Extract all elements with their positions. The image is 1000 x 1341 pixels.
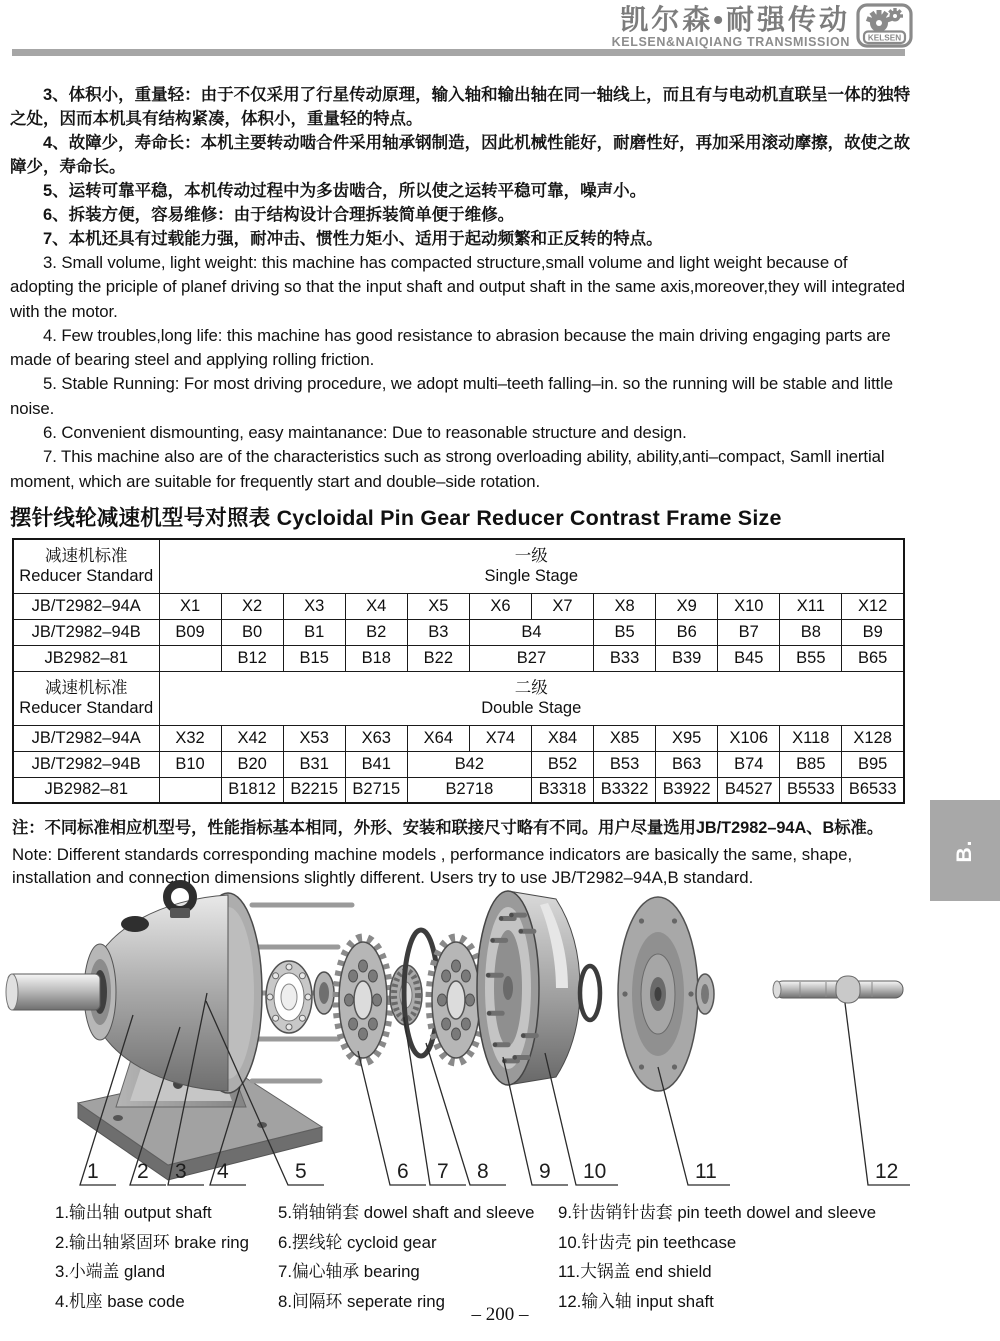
part-number-label: 12 [875,1160,899,1183]
table-row [13,593,904,619]
part-number-label: 10 [583,1160,607,1183]
part-item: 3.小端盖 gland [55,1262,166,1281]
model-cell: B3318 [531,777,593,803]
model-cell: B52 [531,751,593,777]
table-row [13,777,904,803]
table-row [13,645,904,671]
brand-name-en: KELSEN&NAIQIANG TRANSMISSION [611,35,850,49]
leader-line [845,1003,910,1185]
brand-name-cn: 凯尔森•耐强传动 [620,4,850,35]
part-item: 5.销轴销套 dowel shaft and sleeve [278,1203,535,1222]
table-section-header-row [13,671,904,725]
page-number: – 200 – [471,1304,529,1325]
washer-illustration [314,972,334,1014]
model-cell: B3 [407,619,469,645]
cycloid-gear-2-illustration [430,938,482,1062]
model-cell: X12 [842,593,904,619]
feature-paragraph-cn: 3、体积小，重量轻：由于不仅采用了行星传动原理，输入轴和输出轴在同一轴线上，而且有与电动机直联呈一体的独特之处，因而本机具有结构紧凑，体积小，重量轻的特点。 [10,86,911,128]
feature-paragraph-cn: 6、拆装方便，容易维修：由于结构设计合理拆装简单便于维修。 [43,206,515,224]
features-english [10,251,912,494]
model-cell: B2 [345,619,407,645]
model-cell: B39 [656,645,718,671]
feature-paragraph-en: 7. This machine also are of the characteristics such as strong overloading ability, ability,anti–compact, Samll inertial moment, which are suitable for frequently start and double–side rotation. [10,447,885,491]
model-cell: B65 [842,645,904,671]
model-cell: X11 [780,593,842,619]
table-section-header-row [13,539,904,593]
ball-bearing-illustration [266,961,312,1033]
model-cell: B7 [718,619,780,645]
model-cell: B33 [594,645,656,671]
kelsen-logo [856,3,913,48]
part-item: 7.偏心轴承 bearing [278,1262,420,1281]
feature-paragraph-en: 5. Stable Running: For most driving procedure, we adopt multi–teeth falling–in. so the running will be stable and little noise. [10,374,893,418]
logo-text: KELSEN [867,33,902,43]
model-cell: X53 [283,725,345,751]
model-cell: B9 [842,619,904,645]
section-tab-label: B. [953,839,976,862]
part-item: 8.间隔环 seperate ring [278,1291,445,1311]
stage-header-cell: 二级 Double Stage [159,671,904,725]
model-cell: X42 [221,725,283,751]
note-english: Note: Different standards corresponding machine models , performance indicators are basically the same, shape, installation and connection dimensions slightly different. Users try to use JB/T2982–94A,B standard. [12,845,853,887]
model-cell: B95 [842,751,904,777]
model-cell: B4527 [718,777,780,803]
part-item: 10.针齿壳 pin teethcase [558,1232,737,1252]
part-item: 1.输出轴 output shaft [55,1203,212,1222]
part-number-label: 11 [695,1160,717,1183]
note-chinese: 注：不同标准相应机型号，性能指标基本相同，外形、安装和联接尺寸略有不同。用户尽量选用JB/T2982–94A、B标准。 [12,819,884,837]
model-cell: B41 [345,751,407,777]
model-cell [159,777,221,803]
model-contrast-table [12,538,905,804]
model-cell: X10 [718,593,780,619]
part-item: 11.大锅盖 end shield [558,1262,712,1281]
model-cell: B22 [407,645,469,671]
model-cell: B1812 [221,777,283,803]
model-cell: B2215 [283,777,345,803]
table-row [13,619,904,645]
body-text [10,83,912,532]
part-item: 6.摆线轮 cycloid gear [278,1232,437,1252]
model-cell: B6533 [842,777,904,803]
model-cell: B55 [780,645,842,671]
part-number-label: 3 [175,1160,187,1183]
header-divider [12,49,905,56]
model-cell: B3922 [656,777,718,803]
small-o-ring-illustration [580,966,600,1020]
model-cell: X2 [221,593,283,619]
model-cell: X95 [656,725,718,751]
part-number-label: 5 [295,1160,307,1183]
features-chinese [10,83,912,251]
model-cell: B18 [345,645,407,671]
model-cell: B15 [283,645,345,671]
model-cell: X63 [345,725,407,751]
parts-column-2 [278,1198,553,1316]
parts-column-1 [55,1198,275,1316]
model-cell: B5533 [780,777,842,803]
model-cell: X128 [842,725,904,751]
model-cell: X9 [656,593,718,619]
model-cell: B42 [407,751,531,777]
end-shield-illustration [618,897,714,1091]
model-cell: B10 [159,751,221,777]
row-header-cell: 减速机标准 Reducer Standard [13,539,159,593]
model-cell: B1 [283,619,345,645]
input-shaft-illustration [773,976,903,1003]
model-cell: X118 [780,725,842,751]
feature-paragraph-cn: 5、运转可靠平稳，本机传动过程中为多齿啮合，所以使之运转平稳可靠，噪声小。 [43,182,647,200]
standard-label-cell: JB2982–81 [13,645,159,671]
feature-paragraph-en: 3. Small volume, light weight: this machine has compacted structure,small volume and light weight because of adopting the priciple of planef driving so that the input shaft and output shaft in the same axis,moreover,they will integrated with the motor. [10,253,905,321]
pin-teethcase-illustration [477,891,580,1085]
model-cell: B09 [159,619,221,645]
stage-header-cell: 一级 Single Stage [159,539,904,593]
exploded-view-diagram [0,875,1000,1205]
part-item: 4.机座 base code [55,1291,185,1311]
model-cell: B8 [780,619,842,645]
part-number-label: 9 [539,1160,551,1183]
model-cell: B5 [594,619,656,645]
part-number-label: 1 [87,1160,99,1183]
model-cell: X74 [469,725,531,751]
model-cell: X64 [407,725,469,751]
feature-paragraph-cn: 4、故障少，寿命长：本机主要转动啮合件采用轴承钢制造，因此机械性能好，耐磨性好，再加采用滚动摩擦，故使之故障少，寿命长。 [10,134,911,176]
model-cell: B0 [221,619,283,645]
parts-column-3 [558,1198,958,1316]
standard-label-cell: JB/T2982–94A [13,593,159,619]
model-cell: B2715 [345,777,407,803]
model-cell: X32 [159,725,221,751]
feature-paragraph-en: 4. Few troubles,long life: this machine has good resistance to abrasion because the main driving engaging parts are made of bearing steel and applying rolling friction. [10,325,891,370]
model-cell [159,645,221,671]
part-item: 2.输出轴紧固环 brake ring [55,1232,249,1252]
table-title: 摆针线轮减速机型号对照表 Cycloidal Pin Gear Reducer Contrast Frame Size [10,505,782,530]
standard-label-cell: JB/T2982–94A [13,725,159,751]
feature-paragraph-cn: 7、本机还具有过载能力强，耐冲击、惯性力矩小、适用于起动频繁和正反转的特点。 [43,230,663,248]
model-cell: X84 [531,725,593,751]
model-cell: X5 [407,593,469,619]
model-cell: B12 [221,645,283,671]
part-number-label: 6 [397,1160,409,1183]
part-item: 12.输入轴 input shaft [558,1291,714,1311]
feature-paragraph-en: 6. Convenient dismounting, easy maintanance: Due to reasonable structure and design. [43,423,687,443]
model-cell: X6 [469,593,531,619]
model-cell: B6 [656,619,718,645]
table-row [13,725,904,751]
cycloid-gear-1-illustration [337,938,389,1062]
leader-line [358,1051,426,1185]
model-cell: B27 [469,645,593,671]
standard-label-cell: JB2982–81 [13,777,159,803]
model-cell: X4 [345,593,407,619]
standard-label-cell: JB/T2982–94B [13,751,159,777]
model-cell: B3322 [594,777,656,803]
model-cell: B31 [283,751,345,777]
gear-logo-icon [856,3,913,48]
part-number-label: 7 [437,1160,449,1183]
model-cell: X1 [159,593,221,619]
model-cell: X3 [283,593,345,619]
model-cell: B85 [780,751,842,777]
model-cell: X8 [594,593,656,619]
model-cell: B53 [594,751,656,777]
model-cell: X85 [594,725,656,751]
standard-label-cell: JB/T2982–94B [13,619,159,645]
model-cell: B4 [469,619,593,645]
brand-block [380,4,850,49]
model-cell: X7 [531,593,593,619]
table-row [13,751,904,777]
model-cell: X106 [718,725,780,751]
part-number-label: 4 [217,1160,229,1183]
model-cell: B74 [718,751,780,777]
part-number-label: 8 [477,1160,489,1183]
model-cell: B63 [656,751,718,777]
row-header-cell: 减速机标准 Reducer Standard [13,671,159,725]
part-item: 9.针齿销针齿套 pin teeth dowel and sleeve [558,1203,877,1222]
model-cell: B20 [221,751,283,777]
part-number-label: 2 [137,1160,149,1183]
model-cell: B2718 [407,777,531,803]
model-cell: B45 [718,645,780,671]
